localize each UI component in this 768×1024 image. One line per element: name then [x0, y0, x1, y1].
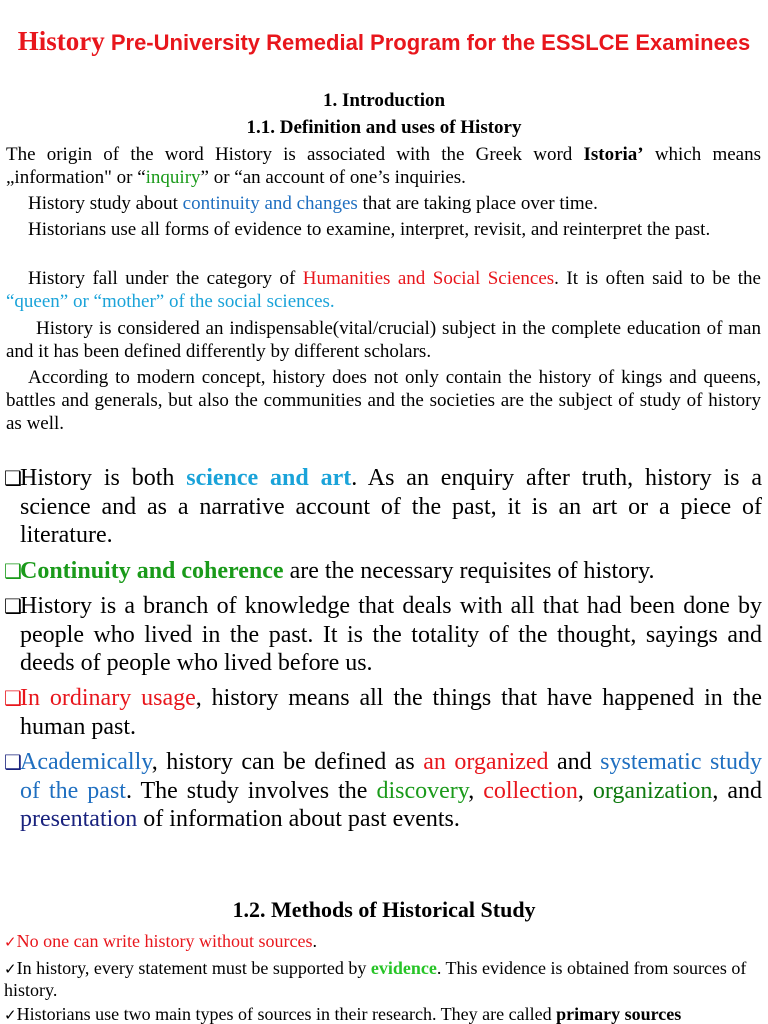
- continuity-term: continuity and changes: [182, 193, 358, 214]
- queen-term: “queen” or “mother” of the social sciences.: [6, 291, 335, 312]
- title-rest: Pre-University Remedial Program for the ESSLCE Examinees: [104, 30, 751, 55]
- paragraph-category: [6, 267, 761, 313]
- paragraph-evidence: Historians use all forms of evidence to examine, interpret, revisit, and reinterpret the past.: [28, 219, 711, 240]
- text: .: [312, 931, 318, 951]
- bullet-branch-of-knowledge: [4, 592, 762, 678]
- text: Historians use two main types of sources in their research. They are called: [16, 1004, 557, 1024]
- evidence-term: evidence: [370, 958, 437, 978]
- systematic-study-term: systematic study of the past: [20, 749, 762, 804]
- text: ,: [577, 777, 593, 804]
- check-mark-icon: ✓: [4, 933, 17, 951]
- document-title: [0, 26, 768, 58]
- text: are the necessary requisites of history.: [283, 558, 655, 584]
- paragraph-origin: [6, 143, 761, 189]
- check-mark-icon: ✓: [4, 1006, 17, 1024]
- science-art-term: science and art: [186, 465, 352, 491]
- text: and: [548, 749, 601, 775]
- primary-sources-term: primary sources: [556, 1004, 682, 1024]
- organization-term: organization: [592, 777, 713, 804]
- heading-introduction: 1. Introduction: [322, 90, 446, 111]
- bullet-text: [4, 748, 762, 834]
- square-bullet-icon: ❑: [4, 559, 22, 583]
- bullet-text: [4, 557, 762, 586]
- paragraph-modern-concept: According to modern concept, history does not only contain the history of kings and queens, battles and generals, but also the communities and the societies are the subject of study of history as well.: [6, 367, 761, 432]
- text: which means „information" or “: [6, 144, 761, 188]
- academically-term: Academically: [20, 749, 152, 775]
- square-bullet-icon: ❑: [4, 750, 22, 774]
- inquiry-term: inquiry: [145, 167, 201, 188]
- text: History study about: [28, 193, 183, 214]
- check-mark-icon: ✓: [4, 960, 17, 978]
- bullet-continuity-coherence: [4, 557, 762, 586]
- bullet-science-art: [4, 464, 762, 550]
- bullet-text: History is a branch of knowledge that deals with all that had been done by people who lived in the past. It is the totality of the thought, sayings and deeds of people who lived before us.: [20, 593, 762, 676]
- text: . It is often said to be the: [554, 268, 761, 289]
- text: History is both: [20, 465, 187, 491]
- text: In history, every statement must be supported by: [16, 958, 371, 978]
- ordinary-usage-term: In ordinary usage: [20, 685, 196, 711]
- text: ,: [468, 777, 484, 804]
- text: History fall under the category of: [28, 268, 303, 289]
- collection-term: collection: [483, 777, 578, 804]
- text: The origin of the word History is associated with the Greek word: [6, 144, 584, 165]
- text: . As an enquiry after truth, history is a science and as a narrative account of the past, it is an art or a piece of literature.: [20, 465, 762, 548]
- text: , history means all the things that have happened in the human past.: [20, 685, 762, 740]
- text: that are taking place over time.: [357, 193, 598, 214]
- paragraph-continuity: [6, 192, 761, 215]
- text: . This evidence is obtained from sources of history.: [4, 958, 747, 1000]
- paragraph-indispensable: History is considered an indispensable(vital/crucial) subject in the complete education of man and it has been defined differently by different scholars.: [6, 318, 761, 362]
- text: , and: [712, 777, 763, 804]
- bullet-academically: [4, 748, 762, 834]
- square-bullet-icon: ❑: [4, 594, 22, 618]
- text: , history can be defined as: [151, 749, 424, 775]
- discovery-term: discovery: [376, 777, 469, 804]
- check-item-two-types: [4, 1004, 762, 1024]
- title-history: History: [17, 26, 105, 56]
- check-item-sources: [4, 931, 762, 953]
- text: ” or “an account of one’s inquiries.: [200, 167, 466, 188]
- istoria-term: Istoria’: [583, 144, 644, 165]
- bullet-ordinary-usage: [4, 684, 762, 741]
- square-bullet-icon: ❑: [4, 466, 22, 490]
- organized-term: an organized: [423, 749, 549, 775]
- text: of information about past events.: [137, 806, 460, 832]
- heading-methods: 1.2. Methods of Historical Study: [232, 897, 536, 922]
- bullet-text: [4, 684, 762, 741]
- text: . The study involves the: [125, 777, 377, 804]
- square-bullet-icon: ❑: [4, 686, 22, 710]
- continuity-coherence-term: Continuity and coherence: [20, 558, 284, 584]
- bullet-text: [4, 464, 762, 550]
- text: No one can write history without sources: [16, 931, 313, 951]
- check-item-evidence: [4, 958, 762, 1001]
- presentation-term: presentation: [20, 806, 138, 832]
- humanities-term: Humanities and Social Sciences: [302, 268, 555, 289]
- heading-definition: 1.1. Definition and uses of History: [246, 117, 522, 138]
